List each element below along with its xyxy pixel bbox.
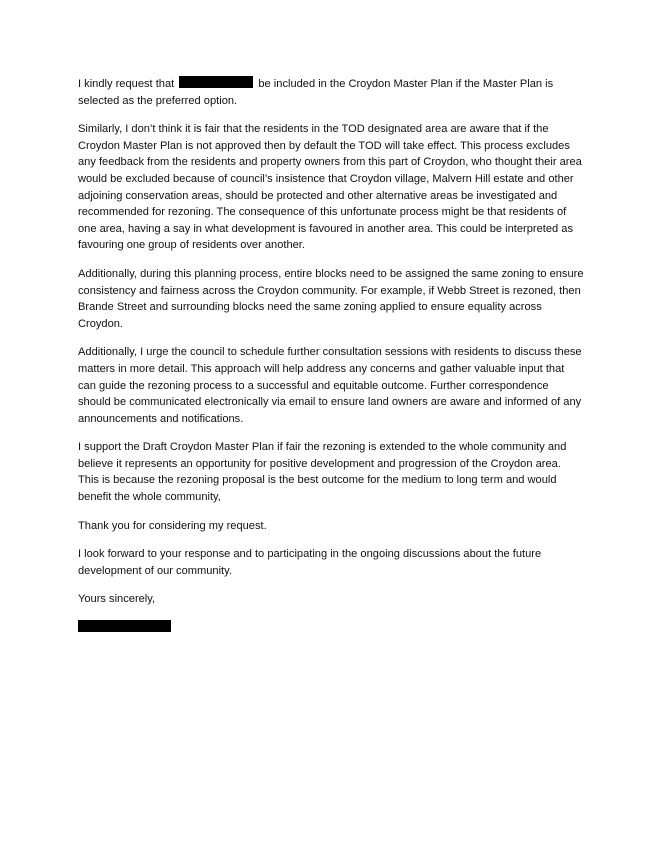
redacted-signature-block (78, 620, 171, 632)
paragraph-thanks: Thank you for considering my request. (78, 519, 267, 532)
paragraph-tod-concern: Similarly, I don’t think it is fair that the residents in the TOD designated area are aware that if the Croydon Master Plan is not approved then by default the TOD will take effect. This process excludes any feedback from the residents and property owners from this part of Croydon, who thought their area would be excluded because of council’s insistence that Croydon village, Malvern Hill estate and other adjoining conservation areas, should be protected and other alternative areas be investigated and recommended for rezoning. The consequence of this unfortunate process might be that residents of one area, having a say in what development is favoured in another area. This could be interpreted as favouring one group of residents over another. (78, 123, 582, 252)
paragraph-zoning-consistency: Additionally, during this planning process, entire blocks need to be assigned the same zoning to ensure consistency and fairness across the Croydon community. For example, if Webb Street is rezoned, then Brande Street and surrounding blocks need the same zoning applied to ensure equality across Croydon. (78, 267, 584, 330)
request-text-end: be included in the Croydon Master Plan if the Master Plan is selected as the preferred option. (78, 78, 554, 107)
paragraph-request (78, 76, 584, 109)
paragraph-future: I look forward to your response and to participating in the ongoing discussions about the future development of our community. (78, 548, 542, 577)
paragraph-support: I support the Draft Croydon Master Plan if fair the rezoning is extended to the whole community and believe it represents an opportunity for positive development and progression of the Croydon area. This is because the rezoning proposal is the best outcome for the medium to long term and would benefit the whole community, (78, 441, 567, 504)
paragraph-consultation: Additionally, I urge the council to schedule further consultation sessions with residents to discuss these matters in more detail. This approach will help address any concerns and gather valuable input that can guide the rezoning process to a successful and equitable outcome. Further correspondence should be communicated electronically via email to ensure land owners are aware and informed of any announcements and notifications. (78, 346, 582, 425)
closing-salutation: Yours sincerely, (78, 593, 156, 606)
request-text-start: I kindly request that (78, 78, 175, 90)
redacted-address-block (179, 76, 253, 88)
letter-body (78, 76, 584, 632)
